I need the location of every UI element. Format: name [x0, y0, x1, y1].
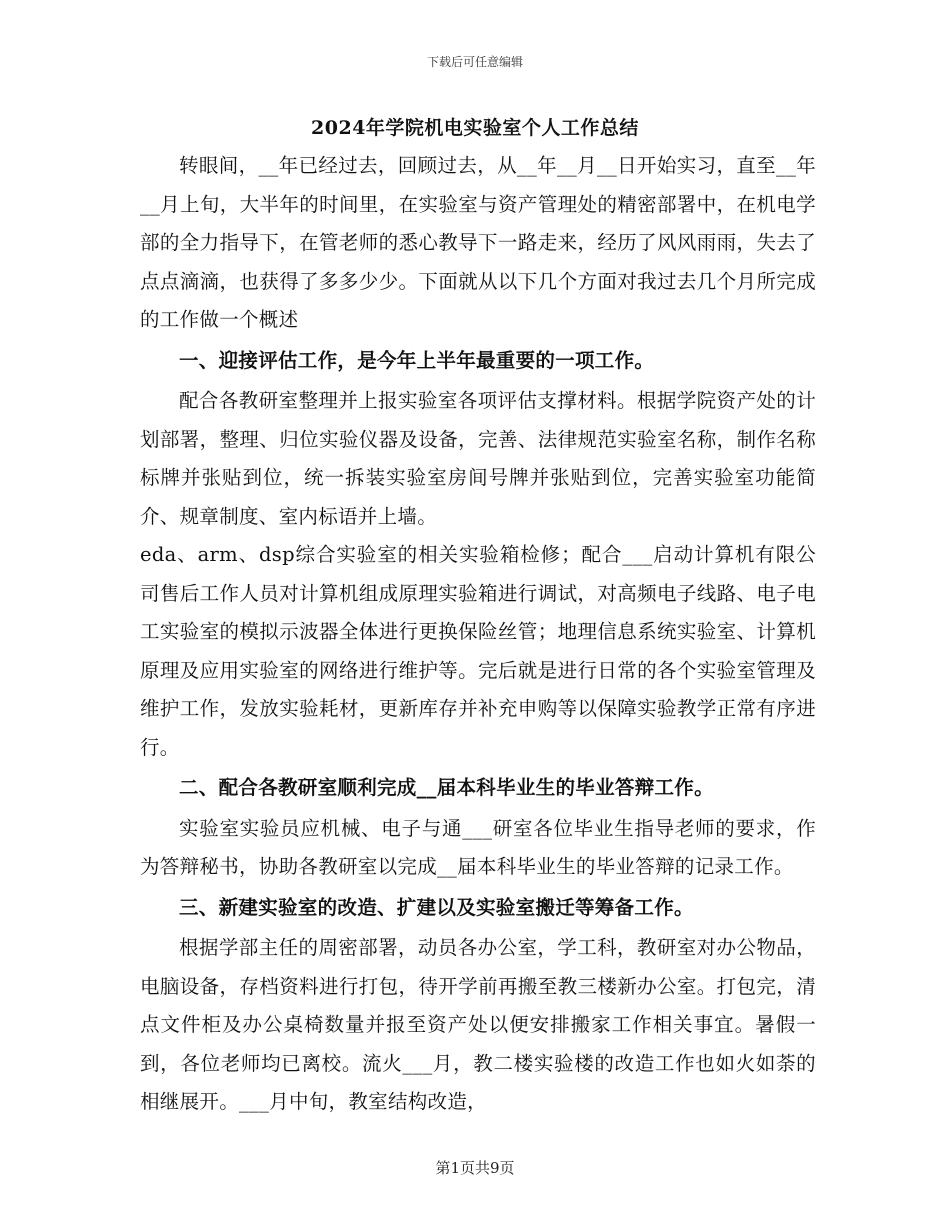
paragraph-intro: 转眼间，__年已经过去，回顾过去，从__年__月__日开始实习，直至__年__月上旬，大半年的时间里，在实验室与资产管理处的精密部署中，在机电学部的全力指导下，在管老师的悉心教导下一路走来，经历了风风雨雨，失去了点点滴滴，也获得了多多少少。下面就从以下几个方面对我过去几个月所完成的工作做一个概述	[140, 154, 816, 331]
document-title: 2024年学院机电实验室个人工作总结	[311, 117, 639, 139]
section-heading-1: 一、迎接评估工作，是今年上半年最重要的一项工作。	[179, 348, 655, 372]
section-heading-2: 二、配合各教研室顺利完成__届本科毕业生的毕业答辩工作。	[179, 776, 714, 799]
paragraph-maintenance: eda、arm、dsp综合实验室的相关实验箱检修；配合___启动计算机有限公司售后工作人员对计算机组成原理实验箱进行调试，对高频电子线路、电子电工实验室的模拟示波器全体进行更换保险丝管；地理信息系统实验室、计算机原理及应用实验室的网络进行维护等。完后就是进行日常的各个实验室管理及维护工作，发放实验耗材，更新库存并补充申购等以保障实验教学正常有序进行。	[140, 543, 816, 759]
paragraph-relocation: 根据学部主任的周密部署，动员各办公室，学工科，教研室对办公物品，电脑设备，存档资料进行打包，待开学前再搬至教三楼新办公室。打包完，清点文件柜及办公桌椅数量并报至资产处以便安排搬家工作相关事宜。暑假一到，各位老师均已离校。流火___月，教二楼实验楼的改造工作也如火如荼的相继展开。___月中旬，教室结构改造，	[140, 936, 816, 1113]
document-body	[140, 147, 816, 1122]
paragraph-evaluation: 配合各教研室整理并上报实验室各项评估支撑材料。根据学院资产处的计划部署，整理、归位实验仪器及设备，完善、法律规范实验室名称，制作名称标牌并张贴到位，统一拆装实验室房间号牌并张贴到位，完善实验室功能简介、规章制度、室内标语并上墙。	[140, 389, 816, 528]
page-number: 第1页共9页	[435, 1159, 515, 1177]
paragraph-defense: 实验室实验员应机械、电子与通___研室各位毕业生指导老师的要求，作为答辩秘书，协助各教研室以完成__届本科毕业生的毕业答辩的记录工作。	[140, 816, 816, 878]
header-note: 下载后可任意编辑	[426, 55, 523, 69]
section-heading-3: 三、新建实验室的改造、扩建以及实验室搬迁等筹备工作。	[179, 895, 694, 919]
